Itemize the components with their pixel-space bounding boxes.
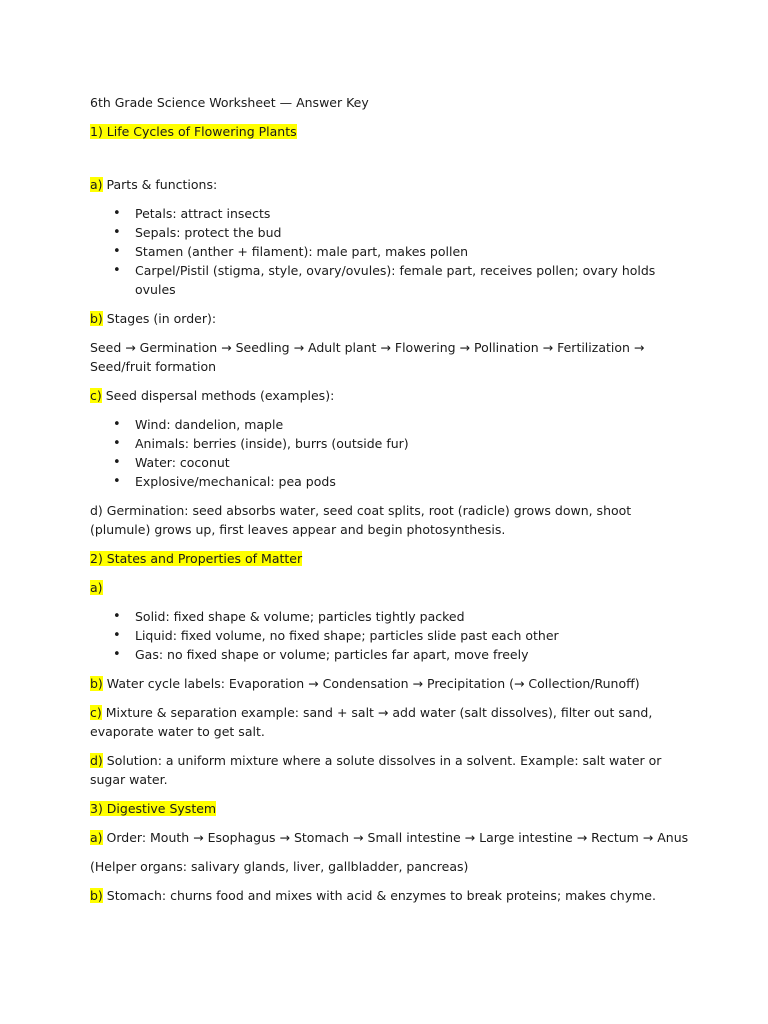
section1-c-text: Seed dispersal methods (examples): [101,388,335,403]
section1-heading [90,122,690,141]
section1-b [90,309,690,328]
section1-b-text: Stages (in order): [102,311,217,326]
section2-d [90,751,690,789]
section3-b-text: Stomach: churns food and mixes with acid & enzymes to break proteins; makes chyme. [102,888,656,903]
list-item: • Wind: dandelion, maple [135,415,690,434]
section2-b-label: b) [90,676,103,691]
section3-helper: (Helper organs: salivary glands, liver, gallbladder, pancreas) [90,859,469,874]
section2-c-text: Mixture & separation example: sand + salt → add water (salt dissolves), filter out sand, evaporate water to get salt. [90,705,653,739]
spacer [90,151,690,175]
section2-a [90,578,690,597]
list-item: • Petals: attract insects [135,204,690,223]
parts-functions-list [90,204,690,299]
section2-c-label: c) [90,705,102,720]
list-item: • Water: coconut [135,453,690,472]
section3-b-label: b) [90,888,103,903]
list-item: • Animals: berries (inside), burrs (outside fur) [135,434,690,453]
section2-heading-text: 2) States and Properties of Matter [90,551,303,566]
section1-a-text: Parts & functions: [102,177,218,192]
list-item: • Sepals: protect the bud [135,223,690,242]
document-title: 6th Grade Science Worksheet — Answer Key [90,95,369,110]
section3-a-label: a) [90,830,103,845]
list-item: • Solid: fixed shape & volume; particles tightly packed [135,607,690,626]
section1-a-label: a) [90,177,103,192]
section3-a-text: Order: Mouth → Esophagus → Stomach → Small intestine → Large intestine → Rectum → Anus [102,830,689,845]
section2-d-text: Solution: a uniform mixture where a solute dissolves in a solvent. Example: salt water or sugar water. [90,753,662,787]
section2-b [90,674,690,693]
list-item: • Explosive/mechanical: pea pods [135,472,690,491]
section3-a [90,828,690,847]
section3-b [90,886,690,905]
section1-c [90,386,690,405]
states-of-matter-list [90,607,690,664]
section3-heading-text: 3) Digestive System [90,801,217,816]
list-item: • Liquid: fixed volume, no fixed shape; particles slide past each other [135,626,690,645]
list-item: • Stamen (anther + filament): male part, makes pollen [135,242,690,261]
section2-heading [90,549,690,568]
section1-c-label: c) [90,388,102,403]
section1-b-label: b) [90,311,103,326]
section2-c [90,703,690,741]
section1-d: d) Germination: seed absorbs water, seed coat splits, root (radicle) grows down, shoot (plumule) grows up, first leaves appear and begin photosynthesis. [90,503,632,537]
section1-b-body: Seed → Germination → Seedling → Adult plant → Flowering → Pollination → Fertilization → Seed/fruit formation [90,340,645,374]
section3-heading [90,799,690,818]
section2-a-label: a) [90,580,103,595]
section2-b-text: Water cycle labels: Evaporation → Condensation → Precipitation (→ Collection/Runoff) [102,676,640,691]
section2-d-label: d) [90,753,103,768]
section1-heading-text: 1) Life Cycles of Flowering Plants [90,124,297,139]
list-item: • Carpel/Pistil (stigma, style, ovary/ovules): female part, receives pollen; ovary holds ovules [135,261,690,299]
document-page [90,93,690,915]
section1-a [90,175,690,194]
list-item: • Gas: no fixed shape or volume; particles far apart, move freely [135,645,690,664]
seed-dispersal-list [90,415,690,491]
